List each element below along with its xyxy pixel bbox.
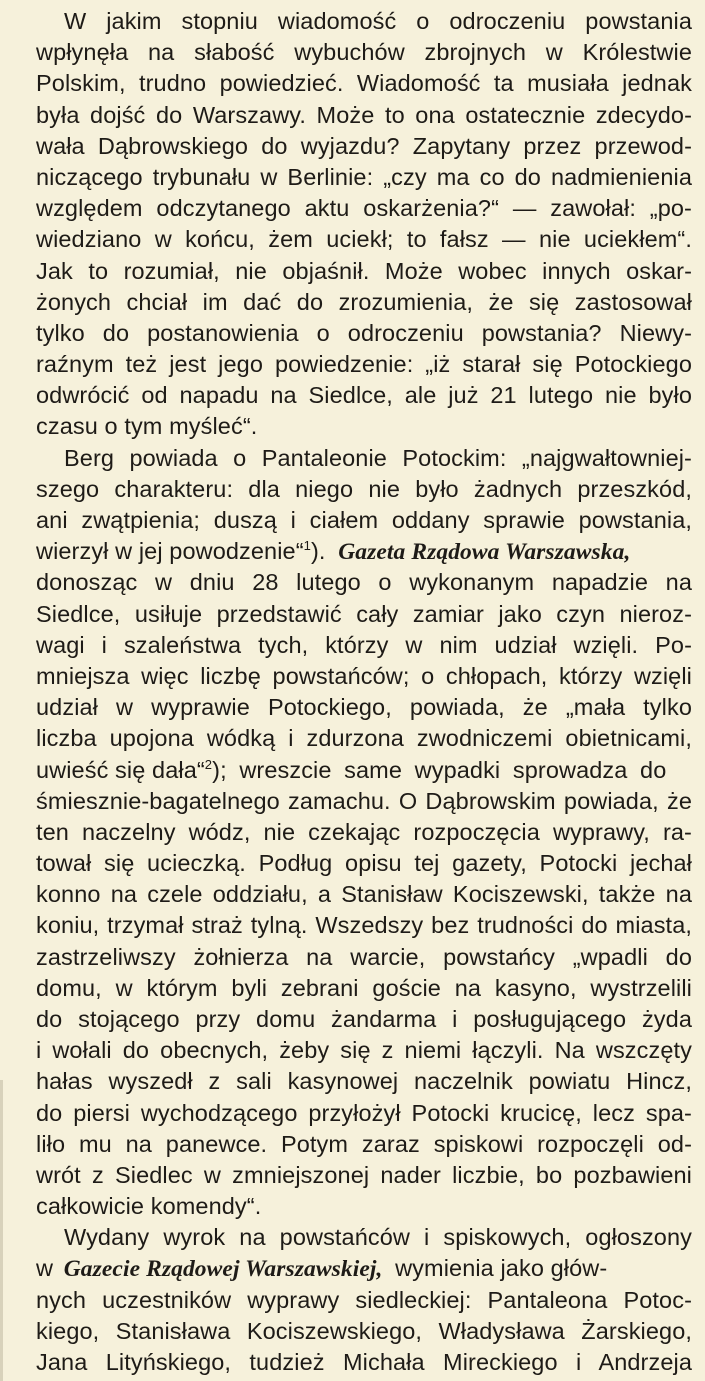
text-line: szego charakteru: dla niego nie było żadnych przeszkód, [36,475,692,502]
text-fragment: w [36,1255,54,1282]
text-line: domu, w którym byli zebrani goście na kasyno, wystrzelili [36,974,692,1001]
text-line: W jakim stopniu wiadomość o odroczeniu powstania [64,8,692,34]
footnote-ref-2[interactable]: 2 [204,756,213,772]
text-line: mniejsza więc liczbę powstańców; o chłopach, którzy wzięli [36,662,692,689]
text-line: była dojść do Warszawy. Może to ona ostatecznie zdecydo- [36,101,692,128]
text-line: donosząc w dniu 28 lutego o wykonanym napadzie na [36,569,692,596]
text-line: kiego, Stanisława Kociszewskiego, Władysława Żarskiego, [36,1317,692,1344]
text-line: Wydany wyrok na powstańców i spiskowych, ogłoszony [64,1224,692,1251]
text-line: udział w wyprawie Potockiego, powiada, że „mała tylko [36,694,692,721]
text-line: raźnym też jest jego powiedzenie: „iż starał się Potockiego [36,351,692,377]
text-line: tylko do postanowienia o odroczeniu powstania? Niewy- [36,319,692,346]
text-line: ten naczelny wódz, nie czekając rozpoczęcia wyprawy, ra- [36,818,692,845]
text-line: konno na czele oddziału, a Stanisław Kociszewski, także na [36,881,692,908]
newspaper-title: Gazeta Rządowa Warszawska, [338,539,631,566]
text-line: wpłynęła na słabość wybuchów zbrojnych w Królestwie [36,39,692,66]
text-line: wrót z Siedlec w zmniejszonej nader liczbie, bo pozbawieni [36,1161,692,1188]
text-line: Siedlce, usiłuje przedstawić cały zamiar jako czyn nieroz- [36,600,692,627]
text-line: Jak to rozumiał, nie objaśnił. Może wobec innych oskar- [36,257,692,284]
text-line: całkowicie komendy“. [36,1193,262,1220]
text-fragment: ). [310,538,326,565]
text-line [36,1253,692,1283]
text-line: wiedziano w końcu, żem uciekł; to fałsz — nie uciekłem“. [36,226,692,253]
text-line: śmiesznie-bagatelnego zamachu. O Dąbrowskim powiada, że [36,787,692,814]
text-line: wagi i szaleństwa tych, którzy w nim udział wzięli. Po- [36,631,692,658]
text-line: koniu, trzymał straż tylną. Wszedszy bez trudności do miasta, [36,912,692,939]
text-fragment: ); wreszcie same wypadki sprowadza do [212,756,667,783]
text-line: odwrócić od napadu na Siedlce, ale już 21 lutego nie było [36,382,692,409]
text-fragment: wymienia jako głów- [395,1255,608,1282]
text-line: wała Dąbrowskiego do wyjazdu? Zapytany przez przewod- [36,132,692,159]
text-line: liło mu na panewce. Potym zaraz spiskowi rozpoczęli od- [36,1130,692,1157]
text-line: i wołali do obecnych, żeby się z niemi łączyli. Na wszczęty [36,1037,692,1064]
text-line: żonych chciał im dać do zrozumienia, że się zastosował [36,288,692,315]
newspaper-title: Gazecie Rządowej Warszawskiej, [63,1256,383,1283]
text-line: nych uczestników wyprawy siedleckiej: Pantaleona Potoc- [36,1286,692,1313]
text-fragment: uwieść się dała“ [36,756,205,783]
text-fragment: wierzył w jej powodzenie“ [36,538,304,565]
text-line: niczącego trybunału w Berlinie: „czy ma co do nadmienienia [36,163,692,190]
text-line: zastrzeliwszy żołnierza na warcie, powstańcy „wpadli do [36,943,692,970]
text-line: hałas wyszedł z sali kasynowej naczelnik powiatu Hincz, [36,1068,692,1095]
footnote-ref-1[interactable]: 1 [303,538,311,554]
text-line: czasu o tym myśleć“. [36,413,258,440]
text-line: do piersi wychodzącego przyłożył Potocki krucicę, lecz spa- [36,1099,692,1126]
text-line: Polskim, trudno powiedzieć. Wiadomość ta musiała jednak [36,70,692,97]
text-line [36,755,692,785]
text-line: liczba upojona wódką i zdurzona zwodniczemi obietnicami, [36,725,692,752]
text-line: Berg powiada o Pantaleonie Potockim: „najgwałtowniej- [64,444,692,471]
text-line: Jana Lityńskiego, tudzież Michała Mireckiego i Andrzeja [36,1349,692,1375]
text-line: tował się ucieczką. Podług opisu tej gazety, Potocki jechał [36,850,692,876]
text-line: do stojącego przy domu żandarma i posługującego żyda [36,1006,692,1032]
page-edge-shadow [0,1080,3,1381]
text-line: ani zwątpienia; duszą i ciałem oddany sprawie powstania, [36,507,692,533]
text-line [36,536,692,566]
text-line: względem odczytanego aktu oskarżenia?“ — zawołał: „po- [36,195,692,222]
